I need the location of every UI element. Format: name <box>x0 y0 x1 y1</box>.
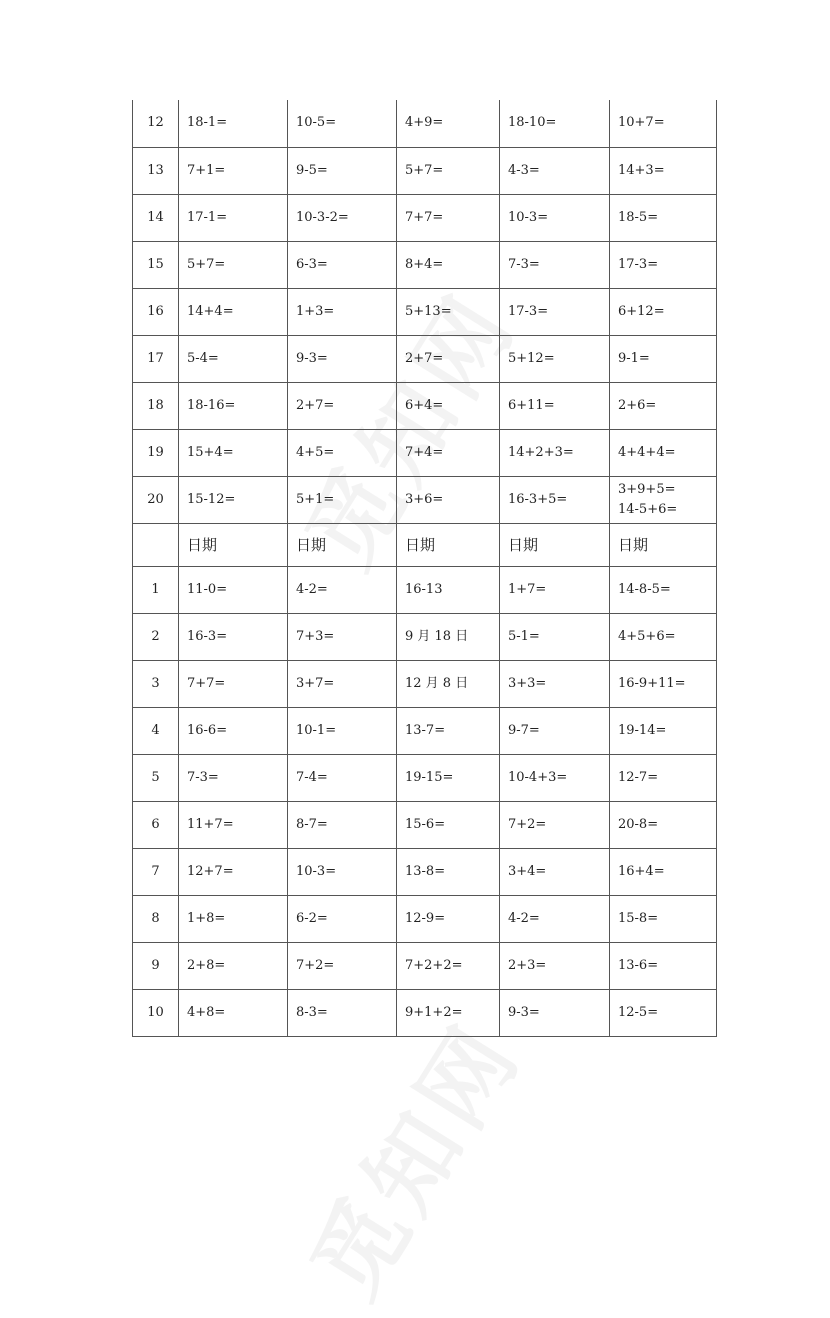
problem-cell: 10-3= <box>500 194 610 241</box>
arithmetic-worksheet-table <box>132 100 717 1037</box>
problem-cell: 13-6= <box>610 942 717 989</box>
row-number <box>133 523 179 566</box>
problem-row <box>133 707 717 754</box>
problem-row <box>133 335 717 382</box>
problem-cell: 10+7= <box>610 100 717 147</box>
problem-cell: 7+2= <box>500 801 610 848</box>
problem-cell: 7+3= <box>288 613 397 660</box>
problem-cell: 10-4+3= <box>500 754 610 801</box>
problem-cell: 4-3= <box>500 147 610 194</box>
problem-cell: 3+7= <box>288 660 397 707</box>
problem-cell: 9+1+2= <box>397 989 500 1036</box>
row-number: 13 <box>133 147 179 194</box>
problem-cell: 19-15= <box>397 754 500 801</box>
problem-row <box>133 382 717 429</box>
problem-cell: 8-7= <box>288 801 397 848</box>
problem-cell: 4+4+4= <box>610 429 717 476</box>
problem-cell: 18-16= <box>179 382 288 429</box>
date-header-cell: 日期 <box>500 523 610 566</box>
problem-cell: 1+7= <box>500 566 610 613</box>
problem-cell: 11+7= <box>179 801 288 848</box>
row-number: 6 <box>133 801 179 848</box>
problem-cell: 13-8= <box>397 848 500 895</box>
row-number: 4 <box>133 707 179 754</box>
row-number: 9 <box>133 942 179 989</box>
problem-cell: 3+3= <box>500 660 610 707</box>
problem-cell: 7-3= <box>500 241 610 288</box>
problem-cell: 16-6= <box>179 707 288 754</box>
problem-line: 14-5+6= <box>618 501 678 517</box>
problem-cell: 16+4= <box>610 848 717 895</box>
row-number: 14 <box>133 194 179 241</box>
problem-cell: 15+4= <box>179 429 288 476</box>
problem-row <box>133 895 717 942</box>
row-number: 12 <box>133 100 179 147</box>
problem-cell: 6+12= <box>610 288 717 335</box>
problem-cell: 9-1= <box>610 335 717 382</box>
problem-cell: 8-3= <box>288 989 397 1036</box>
problem-cell: 5-1= <box>500 613 610 660</box>
problem-cell: 4-2= <box>288 566 397 613</box>
problem-row <box>133 241 717 288</box>
row-number: 19 <box>133 429 179 476</box>
problem-cell: 16-3= <box>179 613 288 660</box>
problem-cell: 12-5= <box>610 989 717 1036</box>
problem-row <box>133 848 717 895</box>
problem-cell: 5+12= <box>500 335 610 382</box>
problem-cell <box>610 476 717 523</box>
problem-cell: 10-3-2= <box>288 194 397 241</box>
problem-cell: 9-3= <box>500 989 610 1036</box>
row-number: 20 <box>133 476 179 523</box>
problem-cell: 6+11= <box>500 382 610 429</box>
problem-cell: 5-4= <box>179 335 288 382</box>
problem-cell: 3+6= <box>397 476 500 523</box>
problem-row <box>133 942 717 989</box>
problem-cell: 15-6= <box>397 801 500 848</box>
problem-cell: 10-5= <box>288 100 397 147</box>
date-header-cell: 日期 <box>288 523 397 566</box>
problem-cell: 14+4= <box>179 288 288 335</box>
problem-cell: 7-3= <box>179 754 288 801</box>
problem-cell: 16-13 <box>397 566 500 613</box>
problem-row <box>133 613 717 660</box>
problem-row <box>133 147 717 194</box>
problem-cell: 12-7= <box>610 754 717 801</box>
problem-row <box>133 100 717 147</box>
problem-row <box>133 566 717 613</box>
problem-row <box>133 754 717 801</box>
row-number: 18 <box>133 382 179 429</box>
problem-cell: 2+8= <box>179 942 288 989</box>
problem-cell: 17-1= <box>179 194 288 241</box>
problem-cell: 4+8= <box>179 989 288 1036</box>
problem-cell: 19-14= <box>610 707 717 754</box>
problem-cell: 9-3= <box>288 335 397 382</box>
problem-line: 3+9+5= <box>618 481 676 497</box>
row-number: 2 <box>133 613 179 660</box>
problem-cell: 18-5= <box>610 194 717 241</box>
problem-cell: 8+4= <box>397 241 500 288</box>
row-number: 8 <box>133 895 179 942</box>
problem-cell: 5+1= <box>288 476 397 523</box>
problem-cell: 5+7= <box>397 147 500 194</box>
problem-cell: 15-12= <box>179 476 288 523</box>
problem-cell: 7+2+2= <box>397 942 500 989</box>
problem-cell: 1+8= <box>179 895 288 942</box>
problem-cell: 7+7= <box>179 660 288 707</box>
problem-cell: 18-1= <box>179 100 288 147</box>
problem-cell: 9-5= <box>288 147 397 194</box>
problem-cell: 13-7= <box>397 707 500 754</box>
problem-cell: 5+13= <box>397 288 500 335</box>
problem-cell: 12 月 8 日 <box>397 660 500 707</box>
problem-cell: 7+1= <box>179 147 288 194</box>
problem-cell: 9-7= <box>500 707 610 754</box>
problem-cell: 20-8= <box>610 801 717 848</box>
problem-cell: 2+3= <box>500 942 610 989</box>
problem-cell: 6+4= <box>397 382 500 429</box>
problem-row <box>133 660 717 707</box>
problem-cell: 12-9= <box>397 895 500 942</box>
date-header-cell: 日期 <box>397 523 500 566</box>
problem-row <box>133 288 717 335</box>
problem-cell: 7+2= <box>288 942 397 989</box>
problem-cell: 14-8-5= <box>610 566 717 613</box>
row-number: 5 <box>133 754 179 801</box>
row-number: 15 <box>133 241 179 288</box>
problem-cell: 2+6= <box>610 382 717 429</box>
problem-cell: 10-1= <box>288 707 397 754</box>
problem-cell: 4+5+6= <box>610 613 717 660</box>
problem-cell: 6-2= <box>288 895 397 942</box>
row-number: 3 <box>133 660 179 707</box>
problem-row <box>133 476 717 523</box>
problem-cell: 14+3= <box>610 147 717 194</box>
watermark <box>275 994 546 1318</box>
problem-cell: 2+7= <box>288 382 397 429</box>
problem-cell: 7+4= <box>397 429 500 476</box>
problem-cell: 16-9+11= <box>610 660 717 707</box>
problem-row <box>133 429 717 476</box>
problem-cell: 12+7= <box>179 848 288 895</box>
date-header-cell: 日期 <box>179 523 288 566</box>
problem-cell: 16-3+5= <box>500 476 610 523</box>
problem-row <box>133 989 717 1036</box>
problem-cell: 17-3= <box>610 241 717 288</box>
problem-cell: 17-3= <box>500 288 610 335</box>
problem-cell: 1+3= <box>288 288 397 335</box>
problem-cell: 4+5= <box>288 429 397 476</box>
problem-cell: 9 月 18 日 <box>397 613 500 660</box>
problem-cell: 10-3= <box>288 848 397 895</box>
problem-cell: 4-2= <box>500 895 610 942</box>
row-number: 17 <box>133 335 179 382</box>
problem-cell: 11-0= <box>179 566 288 613</box>
problem-row <box>133 801 717 848</box>
problem-cell: 5+7= <box>179 241 288 288</box>
problem-cell: 2+7= <box>397 335 500 382</box>
problem-row <box>133 194 717 241</box>
date-header-row <box>133 523 717 566</box>
row-number: 10 <box>133 989 179 1036</box>
problem-cell: 4+9= <box>397 100 500 147</box>
problem-cell: 6-3= <box>288 241 397 288</box>
problem-cell: 18-10= <box>500 100 610 147</box>
row-number: 1 <box>133 566 179 613</box>
problem-cell: 14+2+3= <box>500 429 610 476</box>
problem-cell: 7+7= <box>397 194 500 241</box>
problem-cell: 3+4= <box>500 848 610 895</box>
date-header-cell: 日期 <box>610 523 717 566</box>
problem-cell: 7-4= <box>288 754 397 801</box>
row-number: 16 <box>133 288 179 335</box>
problem-cell: 15-8= <box>610 895 717 942</box>
row-number: 7 <box>133 848 179 895</box>
